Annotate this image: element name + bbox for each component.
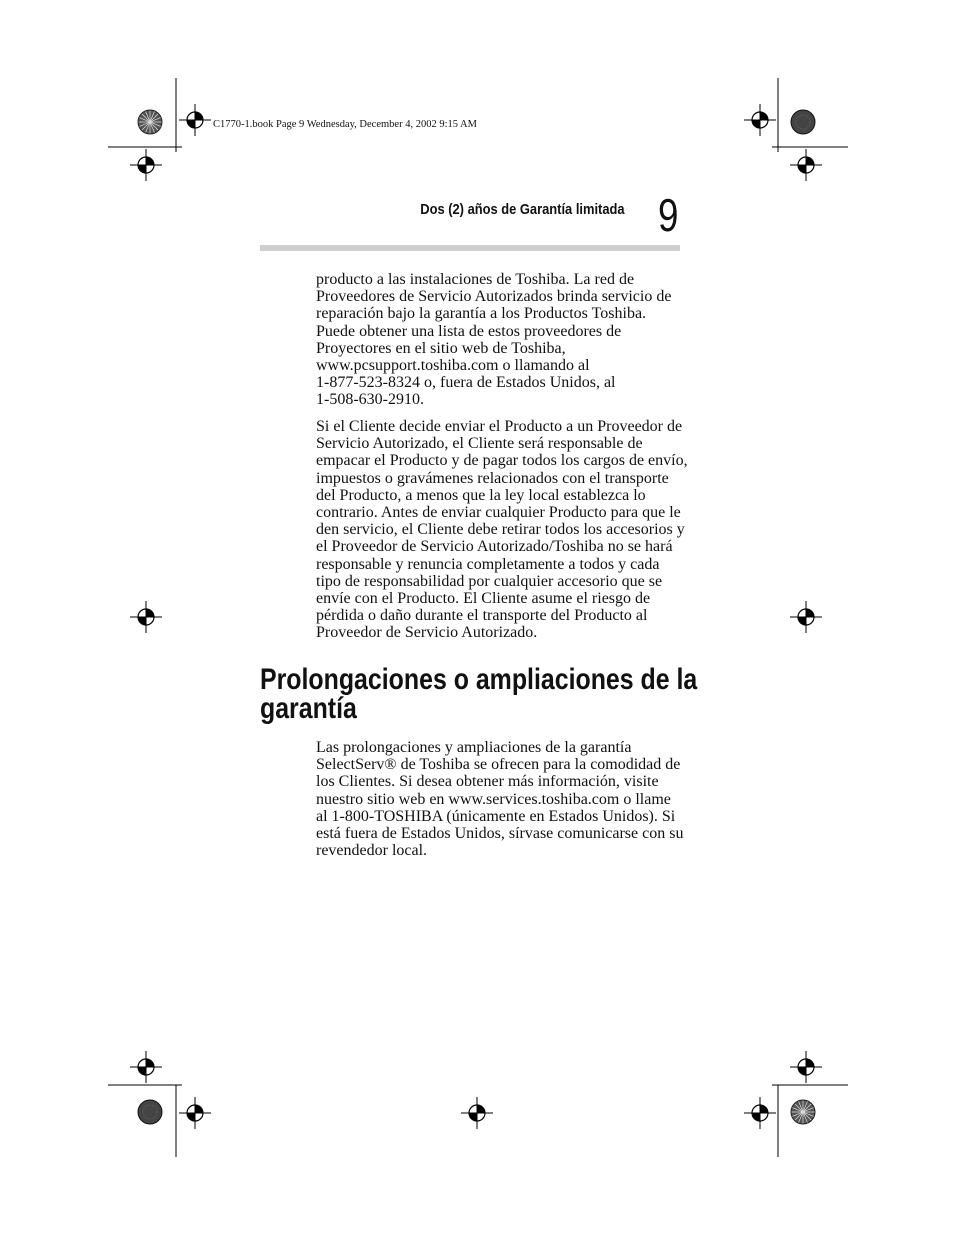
- text-line: pérdida o daño durante el transporte del Producto al: [316, 607, 648, 625]
- paragraph-shipping-responsibility: [316, 418, 688, 642]
- section-heading: [260, 663, 698, 725]
- text-line: revendedor local.: [316, 842, 428, 860]
- text-line: impuestos o gravámenes relacionados con el transporte: [316, 469, 669, 487]
- text-line: producto a las instalaciones de Toshiba. La red de: [316, 271, 635, 288]
- text-line: SelectServ® de Toshiba se ofrecen para la comodidad de: [316, 756, 681, 774]
- text-line: www.pcsupport.toshiba.com o llamando al: [316, 357, 590, 375]
- paragraph-selectserv: [316, 739, 684, 860]
- page-number: 9: [658, 189, 679, 241]
- paragraph-service-providers: [316, 271, 681, 409]
- text-line: 1-508-630-2910.: [316, 391, 424, 409]
- text-line: responsable y renuncia completamente a todos y cada: [316, 555, 660, 573]
- text-line: los Clientes. Si desea obtener más información, visite: [316, 773, 659, 791]
- text-line: el Proveedor de Servicio Autorizado/Toshiba no se hará: [316, 538, 673, 556]
- running-header: Dos (2) años de Garantía limitada: [420, 201, 625, 218]
- text-line: empacar el Producto y de pagar todos los cargos de envío,: [316, 452, 688, 470]
- heading-line: garantía: [260, 691, 357, 725]
- text-line: está fuera de Estados Unidos, sírvase comunicarse con su: [316, 825, 684, 843]
- text-line: Servicio Autorizado, el Cliente será responsable de: [316, 435, 643, 453]
- text-line: Si el Cliente decide enviar el Producto a un Proveedor de: [316, 418, 683, 435]
- print-slug: C1770-1.book Page 9 Wednesday, December 4, 2002 9:15 AM: [213, 119, 477, 130]
- heading-line: Prolongaciones o ampliaciones de la: [260, 663, 698, 696]
- text-line: Proveedor de Servicio Autorizado.: [316, 624, 538, 642]
- text-line: Proveedores de Servicio Autorizados brinda servicio de: [316, 288, 672, 306]
- text-line: Proyectores en el sitio web de Toshiba,: [316, 339, 566, 357]
- text-line: den servicio, el Cliente debe retirar todos los accesorios y: [316, 521, 685, 539]
- text-line: Puede obtener una lista de estos proveedores de: [316, 322, 622, 340]
- text-line: nuestro sitio web en www.services.toshiba.com o llame: [316, 790, 671, 808]
- text-line: 1-877-523-8324 o, fuera de Estados Unidos, al: [316, 374, 616, 392]
- text-line: al 1-800-TOSHIBA (únicamente en Estados Unidos). Si: [316, 807, 676, 825]
- text-line: contrario. Antes de enviar cualquier Producto para que le: [316, 504, 681, 522]
- header-rule: [260, 245, 680, 251]
- text-line: envíe con el Producto. El Cliente asume el riesgo de: [316, 590, 651, 608]
- text-line: reparación bajo la garantía a los Productos Toshiba.: [316, 305, 647, 323]
- text-line: tipo de responsabilidad por cualquier accesorio que se: [316, 572, 663, 590]
- text-line: del Producto, a menos que la ley local establezca lo: [316, 486, 646, 504]
- text-line: Las prolongaciones y ampliaciones de la garantía: [316, 739, 632, 756]
